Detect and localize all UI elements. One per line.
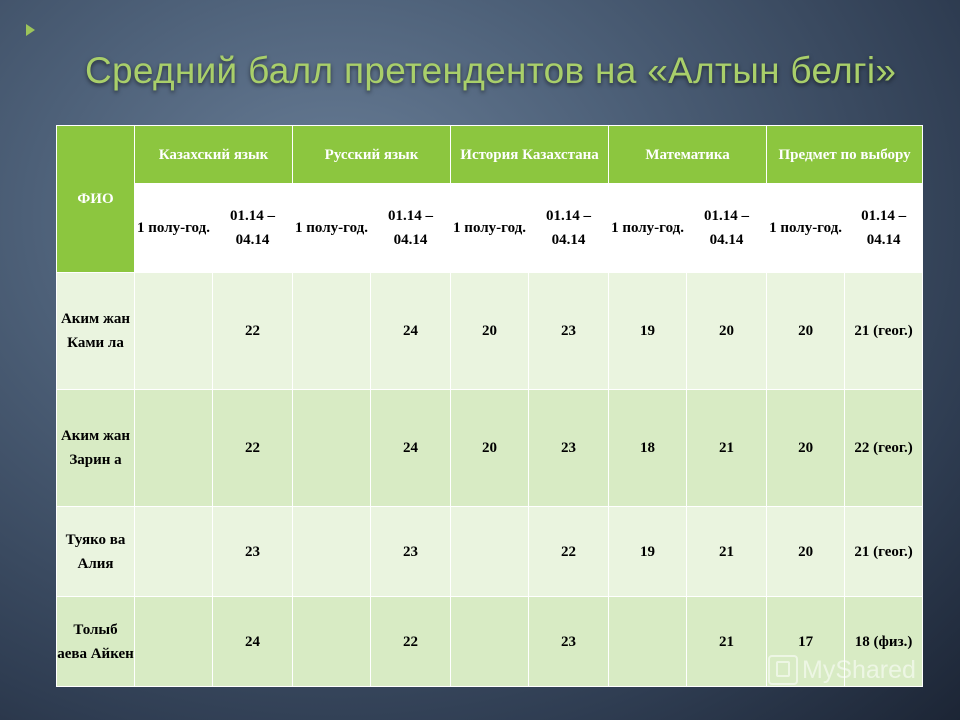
- table-row: [57, 273, 923, 390]
- grade-cell: [135, 390, 213, 507]
- watermark: [768, 655, 916, 685]
- table-row: [57, 507, 923, 597]
- header-subject-math: Математика: [609, 126, 767, 184]
- period-header: 01.14 – 04.14: [687, 184, 767, 273]
- grade-cell: [293, 597, 371, 687]
- grade-cell: 22: [213, 273, 293, 390]
- grade-cell: [451, 597, 529, 687]
- grade-cell: 22 (геог.): [845, 390, 923, 507]
- grade-cell: [135, 597, 213, 687]
- header-subject-russian: Русский язык: [293, 126, 451, 184]
- grade-cell: [293, 507, 371, 597]
- period-header: 01.14 – 04.14: [371, 184, 451, 273]
- grade-cell: 22: [371, 597, 451, 687]
- grade-cell: 21: [687, 507, 767, 597]
- grade-cell: 22: [213, 390, 293, 507]
- grade-cell: 24: [213, 597, 293, 687]
- grade-cell: 19: [609, 273, 687, 390]
- header-subject-history: История Казахстана: [451, 126, 609, 184]
- period-header: 1 полу-год.: [767, 184, 845, 273]
- student-name: Аким жан Ками ла: [57, 273, 135, 390]
- grade-cell: [451, 507, 529, 597]
- header-subject-elective: Предмет по выбору: [767, 126, 923, 184]
- student-name: Туяко ва Алия: [57, 507, 135, 597]
- grade-cell: 23: [371, 507, 451, 597]
- grade-cell: [293, 273, 371, 390]
- slide-title: Средний балл претендентов на «Алтын белгі»: [85, 50, 897, 91]
- grade-cell: 23: [529, 597, 609, 687]
- header-subject-kazakh: Казахский язык: [135, 126, 293, 184]
- grade-cell: 20: [767, 390, 845, 507]
- period-header: 01.14 – 04.14: [529, 184, 609, 273]
- grades-table: [56, 125, 923, 687]
- header-fio: ФИО: [57, 126, 135, 273]
- watermark-text: MyShared: [802, 655, 916, 684]
- grade-cell: 20: [767, 507, 845, 597]
- grade-cell: 20: [451, 390, 529, 507]
- grade-cell: 19: [609, 507, 687, 597]
- table-row: [57, 390, 923, 507]
- presentation-icon: [768, 655, 798, 685]
- grade-cell: [293, 390, 371, 507]
- grade-cell: 18 (физ.): [845, 597, 923, 687]
- period-header: 1 полу-год.: [451, 184, 529, 273]
- period-header: 1 полу-год.: [609, 184, 687, 273]
- grade-cell: [609, 597, 687, 687]
- grade-cell: [135, 507, 213, 597]
- grade-cell: 21 (геог.): [845, 273, 923, 390]
- period-header: 01.14 – 04.14: [845, 184, 923, 273]
- grade-cell: 22: [529, 507, 609, 597]
- grade-cell: 20: [687, 273, 767, 390]
- grade-cell: 18: [609, 390, 687, 507]
- student-name: Толыб аева Айкен: [57, 597, 135, 687]
- grade-cell: 23: [529, 390, 609, 507]
- grade-cell: 20: [767, 273, 845, 390]
- grade-cell: 21: [687, 390, 767, 507]
- period-header: 1 полу-год.: [135, 184, 213, 273]
- grade-cell: 21 (геог.): [845, 507, 923, 597]
- period-header: 01.14 – 04.14: [213, 184, 293, 273]
- grade-cell: 23: [529, 273, 609, 390]
- grade-cell: [135, 273, 213, 390]
- bullet-icon: [26, 24, 35, 36]
- grade-cell: 23: [213, 507, 293, 597]
- grade-cell: 21: [687, 597, 767, 687]
- grade-cell: 24: [371, 273, 451, 390]
- student-name: Аким жан Зарин а: [57, 390, 135, 507]
- period-header: 1 полу-год.: [293, 184, 371, 273]
- grade-cell: 17: [767, 597, 845, 687]
- grade-cell: 24: [371, 390, 451, 507]
- grade-cell: 20: [451, 273, 529, 390]
